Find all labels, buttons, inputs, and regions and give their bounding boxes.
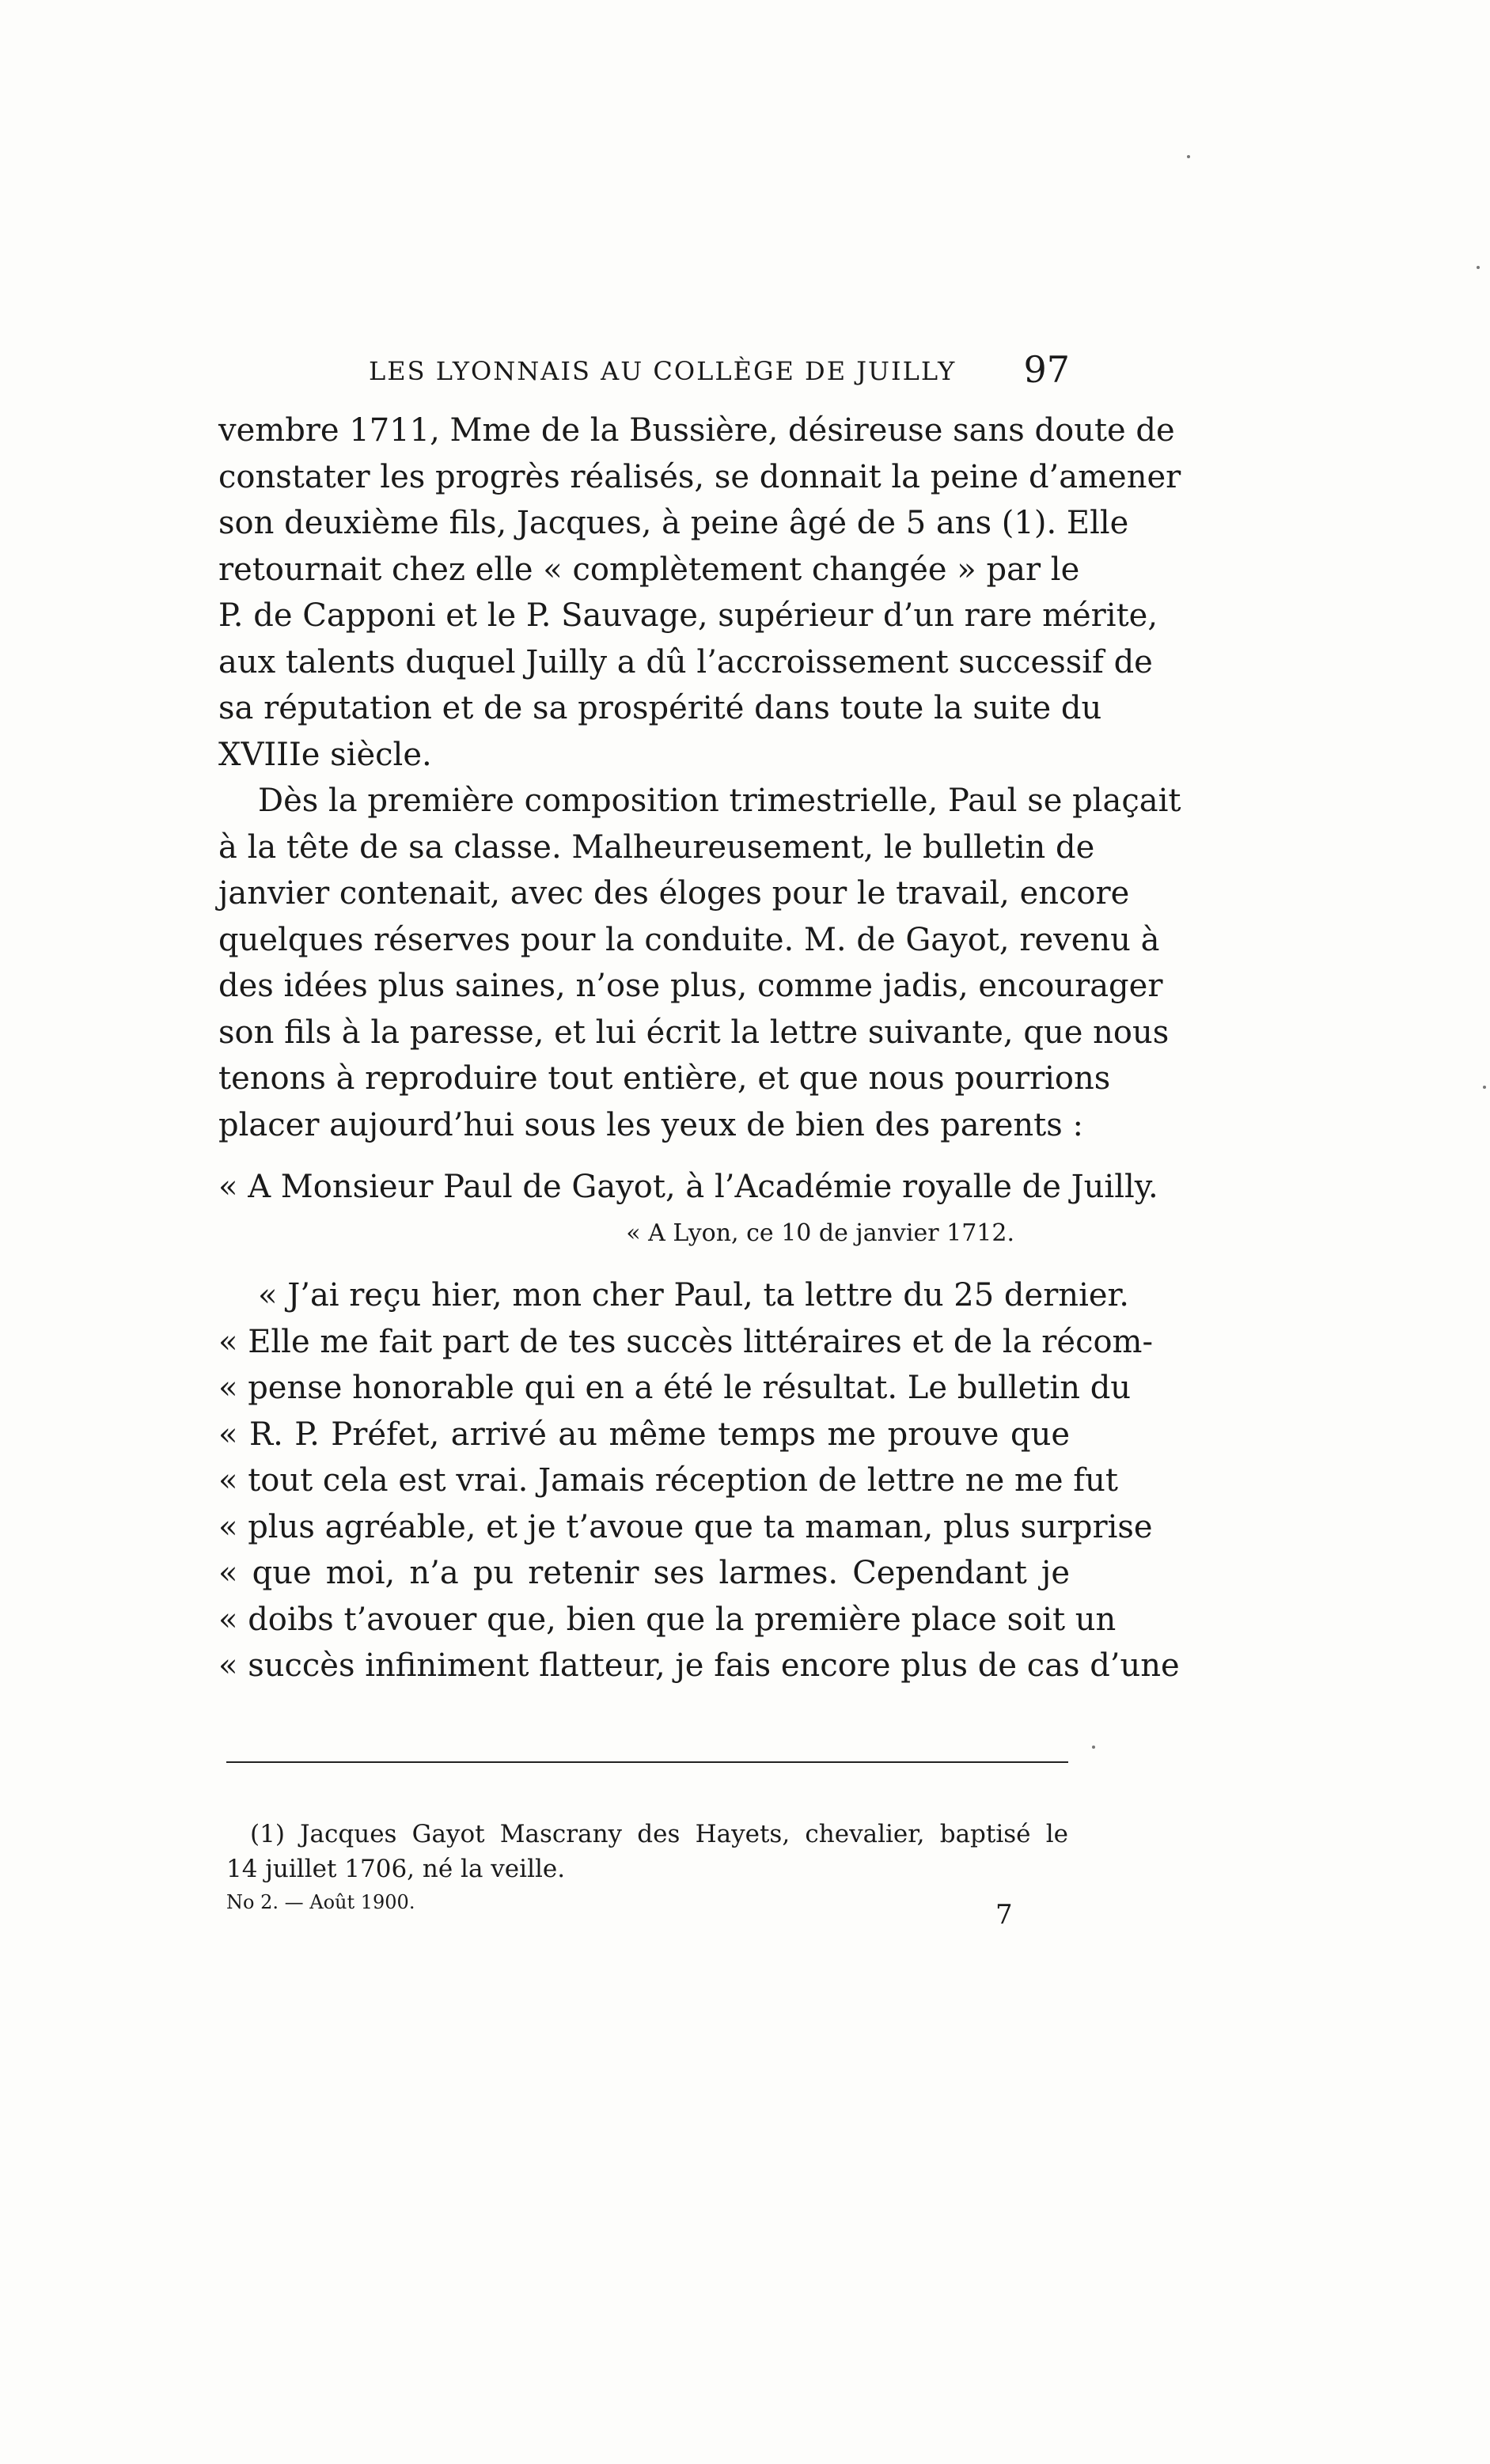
- text-line: placer aujourd’hui sous les yeux de bien des parents :: [218, 1106, 1083, 1143]
- text-line: son fils à la paresse, et lui écrit la lettre suivante, que nous: [218, 1014, 1170, 1051]
- footnote-line: (1) Jacques Gayot Mascrany des Hayets, chevalier, baptisé le: [250, 1820, 1068, 1848]
- scan-speck: [1092, 1746, 1095, 1749]
- scan-speck: [1483, 1086, 1486, 1089]
- letter-line: « que moi, n’a pu retenir ses larmes. Cependant je: [218, 1555, 1070, 1591]
- letter-line: « doibs t’avouer que, bien que la première place soit un: [218, 1601, 1117, 1638]
- signature-mark: 7: [995, 1899, 1013, 1931]
- letter-line: « pense honorable qui en a été le résultat. Le bulletin du: [218, 1370, 1132, 1406]
- footnote-line: 14 juillet 1706, né la veille.: [226, 1855, 566, 1883]
- letter-address: « A Monsieur Paul de Gayot, à l’Académie royalle de Juilly.: [218, 1169, 1158, 1205]
- main-text: [218, 408, 1181, 1689]
- letter-line: « Elle me fait part de tes succès littéraires et de la récom-: [218, 1323, 1153, 1360]
- text-line: P. de Capponi et le P. Sauvage, supérieur d’un rare mérite,: [218, 597, 1158, 634]
- text-line: vembre 1711, Mme de la Bussière, désireuse sans doute de: [218, 412, 1175, 449]
- text-line: quelques réserves pour la conduite. M. de Gayot, revenu à: [218, 921, 1160, 958]
- paragraph-start-line: Dès la première composition trimestrielle, Paul se plaçait: [258, 783, 1181, 819]
- issue-imprint: No 2. — Août 1900.: [226, 1891, 415, 1913]
- letter-line: « plus agréable, et je t’avoue que ta maman, plus surprise: [218, 1508, 1153, 1545]
- footnote: [226, 1817, 1068, 1886]
- letter-line: « R. P. Préfet, arrivé au même temps me prouve que: [218, 1416, 1070, 1453]
- text-line: constater les progrès réalisés, se donnait la peine d’amener: [218, 458, 1181, 495]
- page-header: [218, 348, 1070, 404]
- text-line: retournait chez elle « complètement changée » par le: [218, 551, 1080, 588]
- running-title: LES LYONNAIS AU COLLÈGE DE JUILLY: [369, 356, 957, 386]
- footnote-rule: [226, 1761, 1068, 1763]
- letter-line: « J’ai reçu hier, mon cher Paul, ta lettre du 25 dernier.: [258, 1277, 1129, 1314]
- text-line: des idées plus saines, n’ose plus, comme jadis, encourager: [218, 968, 1163, 1004]
- text-line: tenons à reproduire tout entière, et que nous pourrions: [218, 1060, 1111, 1097]
- text-line: janvier contenait, avec des éloges pour le travail, encore: [218, 875, 1130, 912]
- scan-speck: [1187, 155, 1190, 158]
- text-line: à la tête de sa classe. Malheureusement, le bulletin de: [218, 828, 1095, 866]
- text-line: XVIIIe siècle.: [218, 736, 432, 773]
- page-number: 97: [1023, 348, 1070, 391]
- text-line: son deuxième fils, Jacques, à peine âgé de 5 ans (1). Elle: [218, 505, 1129, 541]
- text-line: sa réputation et de sa prospérité dans toute la suite du: [218, 690, 1102, 726]
- scan-speck: [1477, 266, 1480, 269]
- letter-date: « A Lyon, ce 10 de janvier 1712.: [626, 1219, 1014, 1247]
- letter-line: « succès infiniment flatteur, je fais encore plus de cas d’une: [218, 1647, 1180, 1684]
- text-line: aux talents duquel Juilly a dû l’accroissement successif de: [218, 643, 1153, 680]
- letter-line: « tout cela est vrai. Jamais réception de lettre ne me fut: [218, 1462, 1118, 1499]
